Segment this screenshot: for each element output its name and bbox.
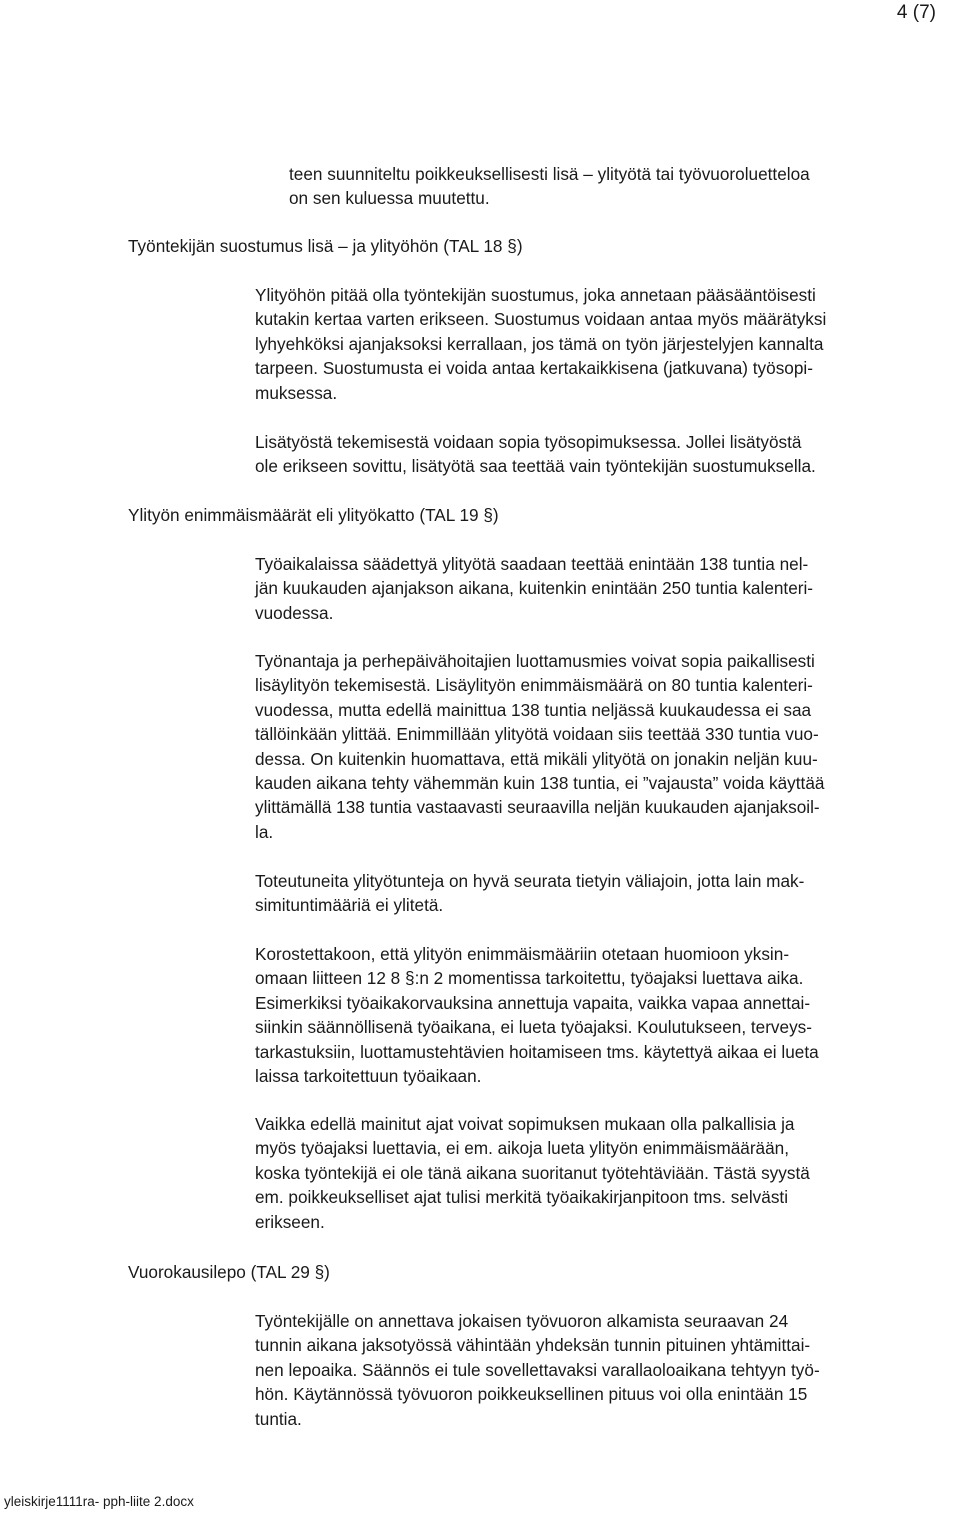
paragraph-limits-1: Työaikalaissa säädettyä ylityötä saadaan teettää enintään 138 tuntia nel- jän kuukauden ajanjakson aikana, kuitenkin enintään 250 tuntia kalenteri- vuodessa.: [255, 554, 814, 623]
footer-filename: yleiskirje1111ra- pph-liite 2.docx: [4, 1494, 194, 1509]
paragraph-consent-2: Lisätyöstä tekemisestä voidaan sopia työsopimuksessa. Jollei lisätyöstä ole erikseen sovittu, lisätyötä saa teettää vain työntekijän suostumuksella.: [255, 432, 816, 477]
section-heading-overtime-limits: Ylityön enimmäismäärät eli ylityökatto (TAL 19 §): [128, 505, 499, 525]
section-heading-daily-rest: Vuorokausilepo (TAL 29 §): [128, 1262, 330, 1282]
page-number: 4 (7): [896, 2, 936, 23]
paragraph-consent-1: Ylityöhön pitää olla työntekijän suostumus, joka annetaan pääsääntöisesti kutakin kertaa varten erikseen. Suostumus voidaan antaa myös määrätyksi lyhyehköksi ajanjaksoksi kerrallaan, jos tämä on työn järjestelyjen kannalta tarpeen. Suostumusta ei voida antaa kertakaikkisena (jatkuvana) työsopi- muksessa.: [255, 285, 827, 403]
paragraph-limits-2: Työnantaja ja perhepäivähoitajien luottamusmies voivat sopia paikallisesti lisäylityön tekemisestä. Lisäylityön enimmäismäärä on 80 tuntia kalenteri- vuodessa, mutta edellä mainittua 138 tuntia neljässä kuukaudessa ei saa tällöinkään ylittää. Enimmillään ylityötä voidaan siis teettää 330 tuntia vuo- dessa. On kuitenkin huomattava, että mikäli ylityötä on jonakin neljän kuu- kauden aikana tehty vähemmän kuin 138 tuntia, ei ”vajausta” voida käyttää ylittämällä 138 tuntia vastaavasti seuraavilla neljän kuukauden ajanjaksoil- la.: [255, 651, 825, 842]
paragraph-limits-5: Vaikka edellä mainitut ajat voivat sopimuksen mukaan olla palkallisia ja myös työajaksi luettavia, ei em. aikoja lueta ylityön enimmäismäärään, koska työntekijä ei ole tänä aikana suoritanut työtehtäviään. Tästä syystä em. poikkeukselliset ajat tulisi merkitä työaikakirjanpitoon tms. selvästi erikseen.: [255, 1114, 810, 1232]
paragraph-limits-3: Toteutuneita ylityötunteja on hyvä seurata tietyin väliajoin, jotta lain mak- simituntimääriä ei ylitetä.: [255, 871, 805, 916]
paragraph-limits-4: Korostettakoon, että ylityön enimmäismääriin otetaan huomioon yksin- omaan liitteen 12 8 §:n 2 momentissa tarkoitettu, työajaksi luettava aika. Esimerkiksi työaikakorvauksina annettuja vapaita, vaikka vapaa annettai- siinkin säännöllisenä työaikana, ei lueta työajaksi. Koulutukseen, terveys- tarkastuksiin, luottamustehtävien hoitamiseen tms. käytettyä aikaa ei lueta laissa tarkoitettuun työaikaan.: [255, 944, 819, 1087]
section-heading-consent: Työntekijän suostumus lisä – ja ylityöhön (TAL 18 §): [128, 236, 523, 256]
intro-paragraph: teen suunniteltu poikkeuksellisesti lisä – ylityötä tai työvuoroluetteloa on sen kuluessa muutettu.: [289, 164, 810, 209]
paragraph-daily-rest-1: Työntekijälle on annettava jokaisen työvuoron alkamista seuraavan 24 tunnin aikana jaksotyössä vähintään yhdeksän tunnin pituinen yhtämittai- nen lepoaika. Säännös ei tule sovellettavaksi varallaoloaikana tehtyyn työ- hön. Käytännössä työvuoron poikkeuksellinen pituus voi olla enintään 15 tuntia.: [255, 1311, 820, 1429]
